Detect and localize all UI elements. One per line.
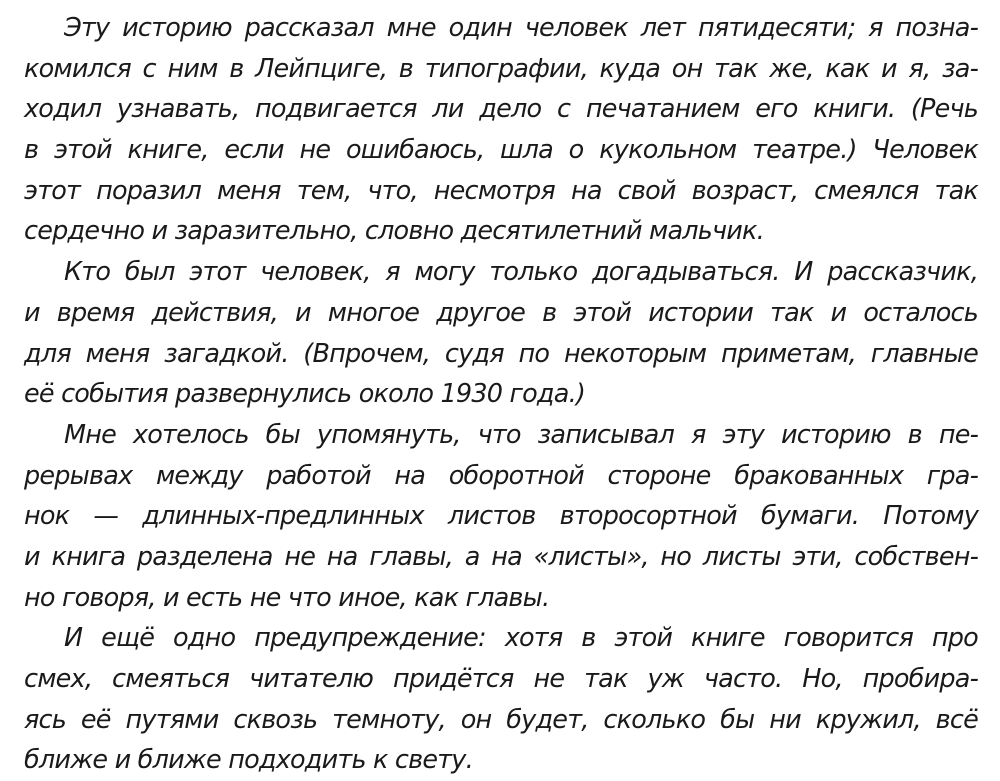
text-line: нок — длинных-предлинных листов второсортной бумаги. Потому [24, 501, 978, 532]
text-line: Мне хотелось бы упомянуть, что записывал я эту историю в пе- [64, 419, 978, 450]
text-line: её события развернулись около 1930 года.) [24, 379, 586, 410]
text-line: ближе и ближе подходить к свету. [24, 745, 473, 776]
text-line: рерывах между работой на оборотной стороне бракованных гра- [24, 460, 978, 491]
paragraph-2 [24, 252, 978, 415]
paragraph-3 [24, 415, 978, 618]
text-line: смех, смеяться читателю придётся не так уж часто. Но, пробира- [24, 664, 978, 694]
text-line: Эту историю рассказал мне один человек лет пятидесяти; я позна- [64, 13, 978, 43]
text-line: и книга разделена не на главы, а на «листы», но листы эти, собствен- [24, 541, 978, 572]
text-line: комился с ним в Лейпциге, в типографии, куда он так же, как и я, за- [24, 53, 978, 84]
paragraph-4 [24, 618, 978, 781]
text-line: ясь её путями сквозь темноту, он будет, сколько бы ни кружил, всё [24, 704, 978, 735]
text-line: и время действия, и многое другое в этой истории так и осталось [24, 297, 978, 328]
text-line: И ещё одно предупреждение: хотя в этой книге говорится про [64, 623, 978, 654]
text-line: Кто был этот человек, я могу только догадываться. И рассказчик, [64, 257, 978, 288]
text-line: сердечно и заразительно, словно десятилетний мальчик. [24, 216, 764, 247]
text-line: ходил узнавать, подвигается ли дело с печатанием его книги. (Речь [24, 94, 978, 125]
paragraph-1 [24, 8, 978, 252]
text-line: но говоря, и есть не что иное, как главы. [24, 582, 550, 613]
text-line: в этой книге, если не ошибаюсь, шла о кукольном театре.) Человек [24, 135, 978, 166]
text-line: для меня загадкой. (Впрочем, судя по некоторым приметам, главные [24, 338, 978, 369]
text-line: этот поразил меня тем, что, несмотря на свой возраст, смеялся так [24, 175, 978, 206]
